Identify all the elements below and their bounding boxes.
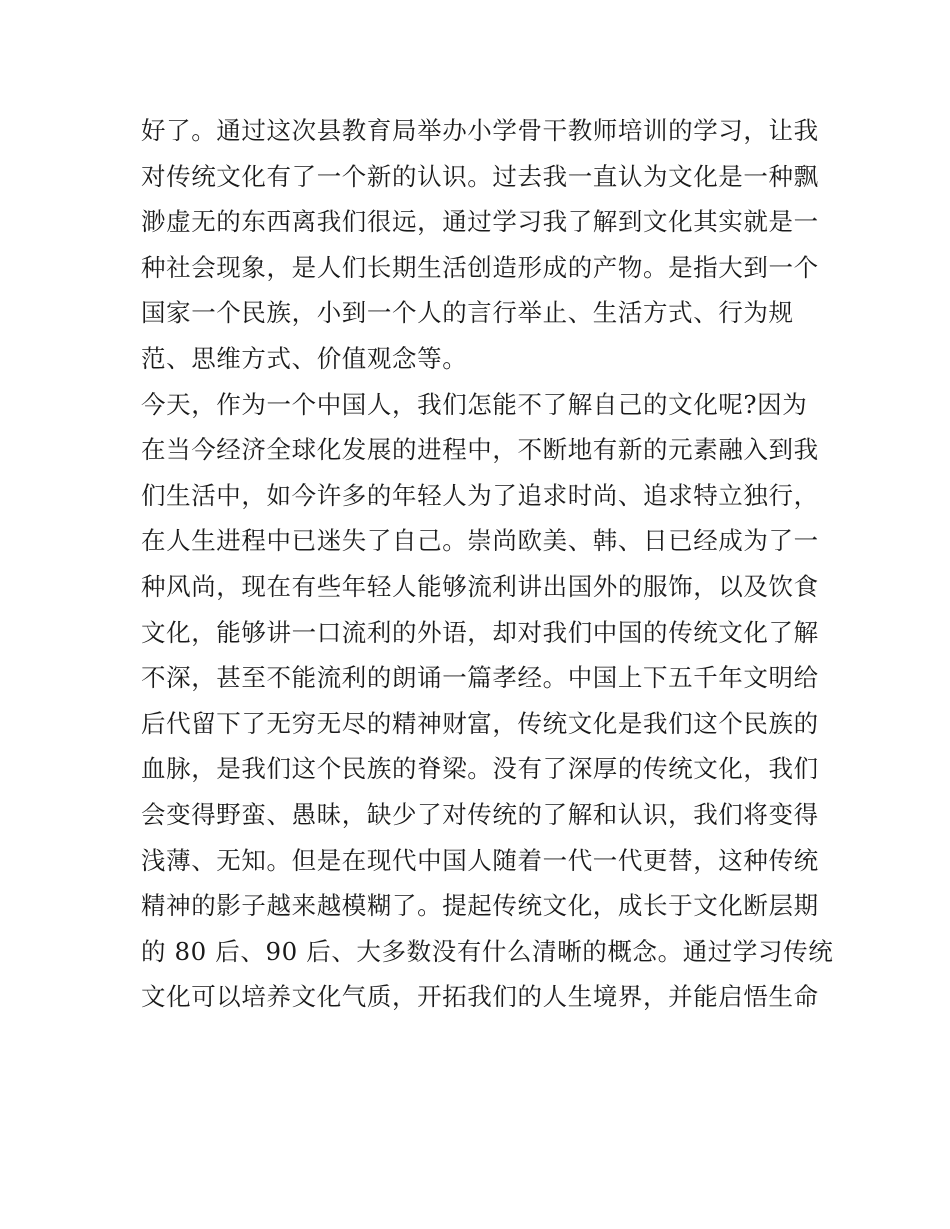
text-line: 们生活中，如今许多的年轻人为了追求时尚、追求特立独行， — [141, 480, 819, 510]
text-line: 国家一个民族，小到一个人的言行举止、生活方式、行为规 — [141, 298, 794, 328]
text-line: 精神的影子越来越模糊了。提起传统文化，成长于文化断层期 — [141, 891, 819, 921]
text-line: 种风尚，现在有些年轻人能够流利讲出国外的服饰，以及饮食 — [141, 571, 819, 601]
text-line: 今天，作为一个中国人，我们怎能不了解自己的文化呢?因为 — [141, 389, 808, 419]
text-line: 后代留下了无穷无尽的精神财富，传统文化是我们这个民族的 — [141, 708, 819, 738]
text-line: 好了。通过这次县教育局举办小学骨干教师培训的学习，让我 — [141, 116, 819, 145]
text-line: 在人生进程中已迷失了自己。崇尚欧美、韩、日已经成为了一 — [141, 526, 819, 556]
text-line: 对传统文化有了一个新的认识。过去我一直认为文化是一种飘 — [141, 161, 819, 191]
body-text — [141, 108, 834, 1020]
text-line: 血脉，是我们这个民族的脊梁。没有了深厚的传统文化，我们 — [141, 754, 819, 784]
text-line: 会变得野蛮、愚昧，缺少了对传统的了解和认识，我们将变得 — [141, 799, 819, 829]
text-line: 在当今经济全球化发展的进程中，不断地有新的元素融入到我 — [141, 435, 819, 465]
text-line: 渺虚无的东西离我们很远，通过学习我了解到文化其实就是一 — [141, 207, 819, 237]
text-line: 的 80 后、90 后、大多数没有什么清晰的概念。通过学习传统 — [141, 936, 834, 966]
text-line: 浅薄、无知。但是在现代中国人随着一代一代更替，这种传统 — [141, 845, 819, 875]
text-line: 种社会现象，是人们长期生活创造形成的产物。是指大到一个 — [141, 252, 819, 282]
text-line: 文化，能够讲一口流利的外语，却对我们中国的传统文化了解 — [141, 617, 819, 647]
text-line: 文化可以培养文化气质，开拓我们的人生境界，并能启悟生命 — [141, 982, 819, 1012]
text-line: 不深，甚至不能流利的朗诵一篇孝经。中国上下五千年文明给 — [141, 663, 819, 693]
text-line: 范、思维方式、价值观念等。 — [141, 343, 468, 373]
